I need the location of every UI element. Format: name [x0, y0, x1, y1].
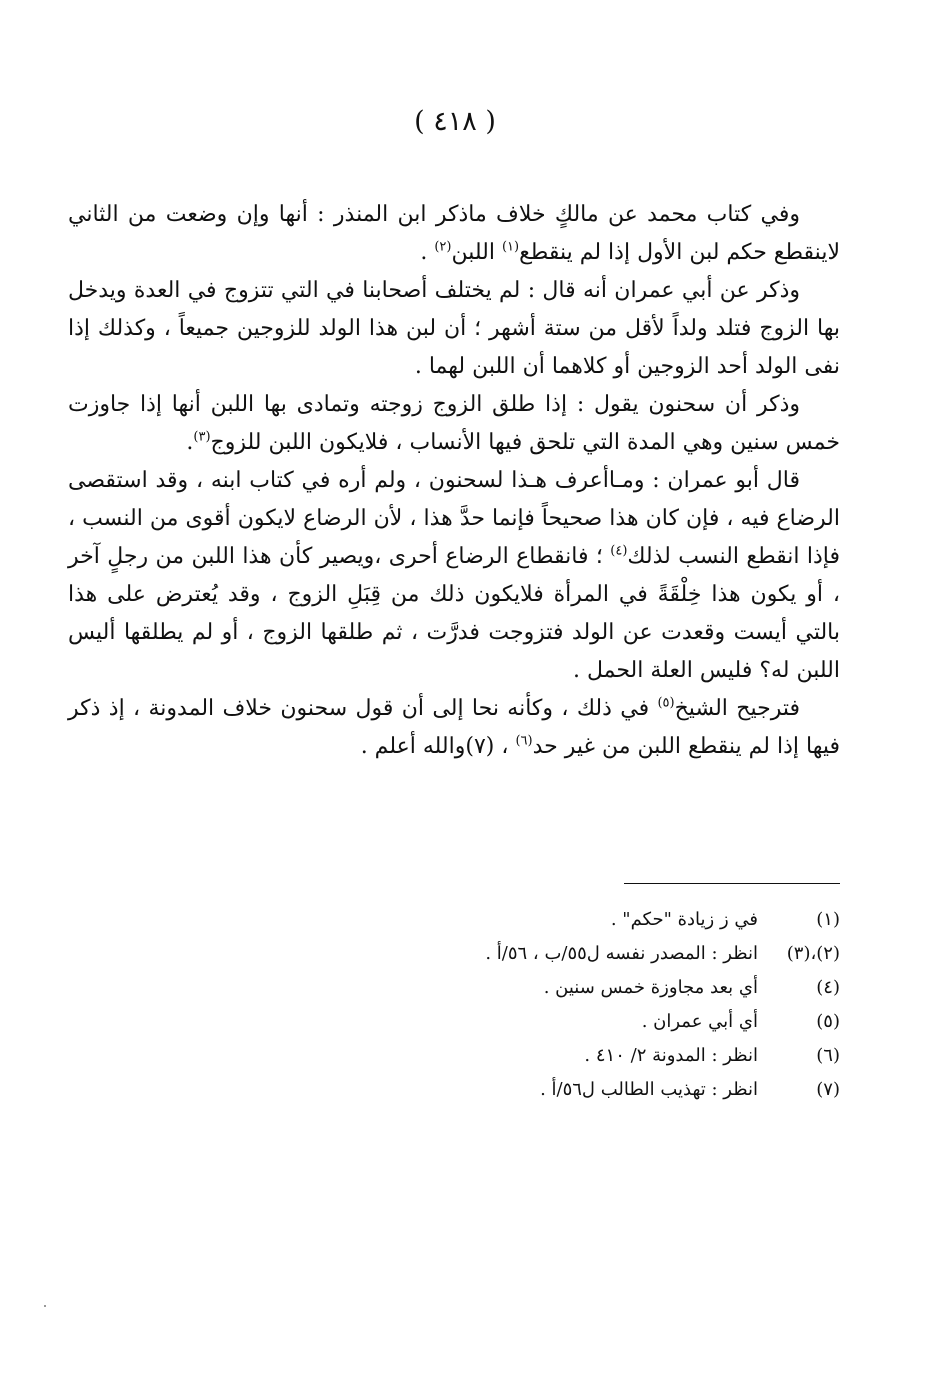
page-number: ( ٤١٨ )	[414, 106, 496, 137]
footnote	[300, 1072, 840, 1106]
footnote-ref: (٣)	[193, 429, 211, 445]
footnote-divider	[624, 883, 840, 884]
footnote-ref: (٥)	[657, 695, 675, 711]
footnote	[300, 1004, 840, 1038]
footnote	[300, 970, 840, 1004]
paragraph-text: وذكر أن سحنون يقول : إذا طلق الزوج زوجته وتمادى بها اللبن أنها إذا جاوزت خمس سنين وهي المدة التي تلحق فيها الأنساب ، فلايكون اللبن للزوج	[68, 392, 840, 455]
footnote-ref: (٦)	[515, 733, 533, 749]
footnote-text: أي بعد مجاوزة خمس سنين .	[543, 976, 758, 998]
footnote-number: (٧)	[816, 1078, 840, 1100]
paragraph	[68, 272, 840, 386]
footnote-ref: (١)	[501, 239, 520, 255]
footnote-ref: (٤)	[610, 543, 628, 559]
paragraph-text: .	[420, 240, 435, 265]
footnote	[300, 1038, 840, 1072]
footnote	[300, 936, 840, 970]
paragraph-text: وفي كتاب محمد عن مالكٍ خلاف ماذكر ابن المنذر : أنها وإن وضعت من الثاني لاينقطع حكم لبن الأول إذا لم ينقطع	[68, 202, 840, 265]
footnotes	[300, 902, 840, 1106]
paragraph-text: في ذلك ، وكأنه نحا إلى أن قول سحنون خلاف المدونة ، إذ ذكر فيها إذا لم ينقطع اللبن من غير حد	[68, 696, 840, 759]
footnote-text: انظر : المصدر نفسه ل٥٥/ب ، ٥٦/أ .	[485, 942, 758, 964]
footnote-number: (٤)	[816, 976, 840, 998]
footnote-text: انظر : تهذيب الطالب ل٥٦/أ .	[540, 1078, 758, 1100]
paragraph-text: قال أبو عمران : ومـاأعرف هـذا لسحنون ، ولم أره في كتاب ابنه ، وقد استقصى الرضاع فيه ، فإن كان هذا صحيحاً فإنما حدَّ هذا ، لأن الرضاع لايكون أقوى من النسب ، فإذا انقطع النسب لذلك	[68, 468, 840, 569]
footnote-number: (١)	[816, 908, 840, 930]
footnote-text: أي أبي عمران .	[641, 1010, 758, 1032]
paragraph-text: فترجيح الشيخ	[674, 696, 800, 721]
scan-speck	[44, 1305, 46, 1307]
paragraph	[68, 196, 840, 272]
footnote-text: انظر : المدونة ٢/ ٤١٠ .	[584, 1044, 758, 1066]
paragraph-text: اللبن	[451, 240, 502, 265]
footnote-ref: (٢)	[434, 239, 452, 255]
paragraph-text: .	[186, 430, 194, 455]
paragraph	[68, 386, 840, 462]
footnote	[300, 902, 840, 936]
footnote-number: (٥)	[816, 1010, 840, 1032]
paragraph	[68, 690, 840, 766]
footnote-text: في ز زيادة "حكم" .	[610, 908, 758, 930]
paragraph	[68, 462, 840, 690]
paragraph-text: وذكر عن أبي عمران أنه قال : لم يختلف أصحابنا في التي تتزوج في العدة ويدخل بها الزوج فتلد ولداً لأقل من ستة أشهر ؛ أن لبن هذا الولد للزوجين جميعاً ، وكذلك إذا نفى الولد أحد الزوجين أو كلاهما أن اللبن لهما .	[68, 278, 840, 379]
footnote-number: (٢)،(٣)	[786, 942, 840, 964]
paragraph-text: ؛ فانقطاع الرضاع أحرى ،ويصير كأن هذا اللبن من رجلٍ آخر ، أو يكون هذا خِلْقَةً في المرأة فلايكون ذلك من قِبَلِ الزوج ، وقد يُعترض على هذا بالتي أيست وقعدت عن الولد فتزوجت فدرَّت ، ثم طلقها الزوج ، أو لم يطلقها أليس اللبن له؟ فليس العلة الحمل .	[68, 544, 840, 683]
paragraph-text: ، (٧)والله أعلم .	[360, 734, 516, 759]
footnote-number: (٦)	[816, 1044, 840, 1066]
main-text	[68, 196, 840, 766]
